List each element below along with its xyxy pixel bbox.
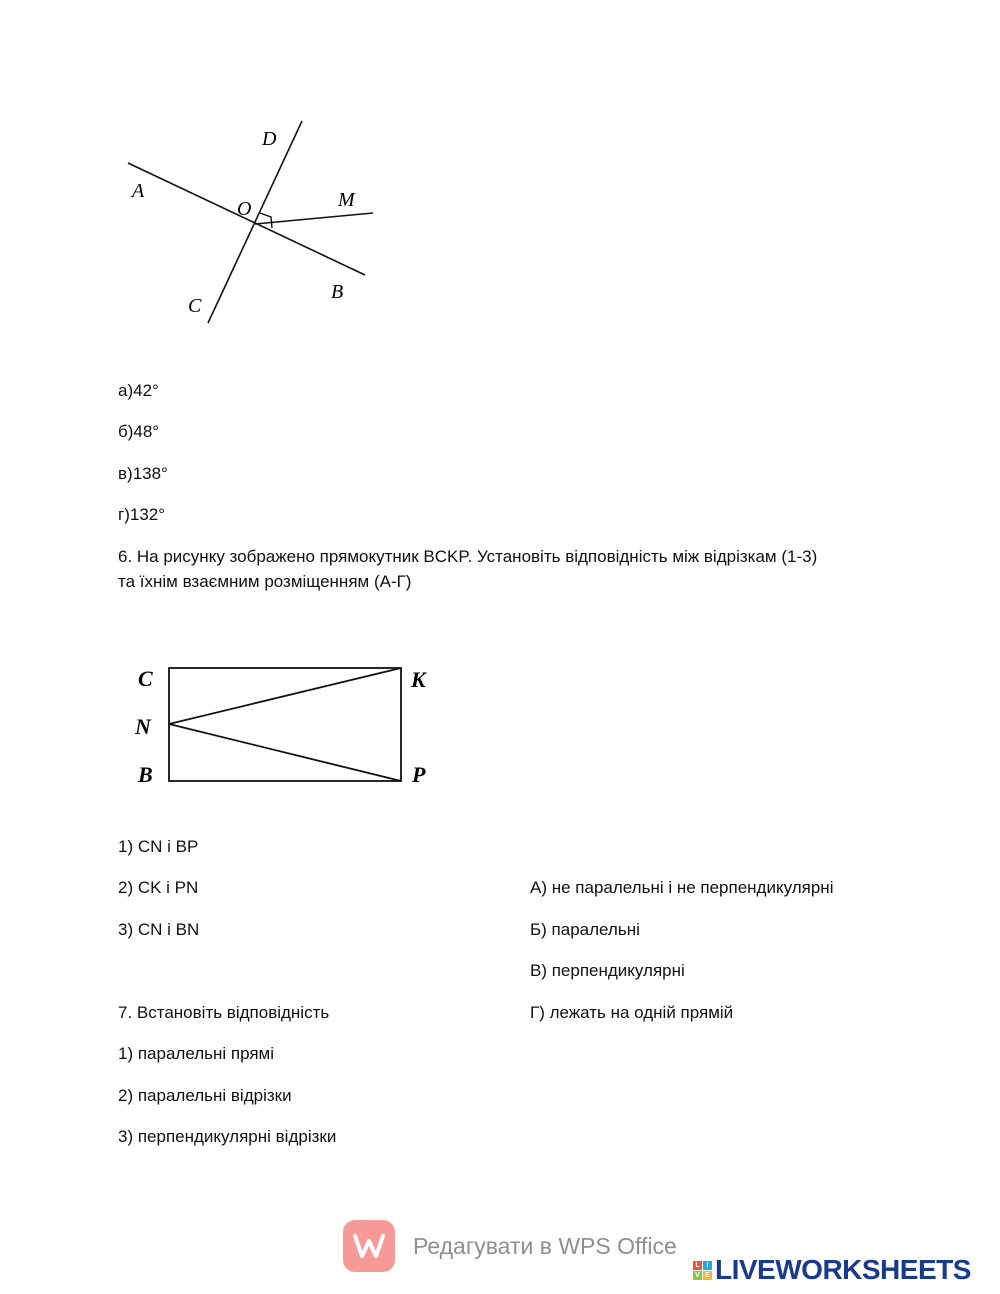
- segment-np: [169, 724, 401, 781]
- q7-item-2: 2) паралельні відрізки: [118, 1086, 292, 1105]
- label-a: A: [132, 180, 145, 202]
- label-d: D: [262, 128, 277, 150]
- label-n: N: [135, 714, 151, 739]
- grid-letter-l: L: [693, 1261, 702, 1270]
- label-p: P: [412, 762, 426, 787]
- q6-text-line2: та їхнім взаємним розміщенням (А-Г): [118, 572, 412, 591]
- segment-nk: [169, 668, 401, 724]
- q6-answer-g: Г) лежать на одній прямій: [530, 1003, 734, 1022]
- label-b: B: [331, 281, 344, 303]
- wps-edit-label[interactable]: Редагувати в WPS Office: [413, 1232, 677, 1259]
- q6-answer-b: Б) паралельні: [530, 920, 640, 939]
- label-b: B: [138, 762, 153, 787]
- liveworksheets-logo: [693, 1254, 971, 1286]
- q6-pair-1: 1) CN і BP: [118, 837, 199, 856]
- q6-pair-3: 3) CN і BN: [118, 920, 200, 939]
- q6-text-line1: 6. На рисунку зображено прямокутник BCKP. Установіть відповідність між відрізкам (1-3): [118, 547, 818, 566]
- label-o: O: [237, 198, 252, 220]
- rectangle-figure: [128, 655, 448, 795]
- angle-figure: [120, 115, 390, 335]
- option-v: в)138°: [118, 464, 168, 483]
- liveworksheets-grid-icon: [693, 1261, 712, 1280]
- ray-om: [255, 213, 373, 224]
- rectangle-bckp: [169, 668, 401, 781]
- label-k: K: [411, 667, 426, 692]
- q7-title: 7. Встановіть відповідність: [118, 1003, 330, 1022]
- label-c: C: [138, 666, 153, 691]
- grid-letter-e: E: [703, 1271, 712, 1280]
- q7-item-3: 3) перпендикулярні відрізки: [118, 1127, 337, 1146]
- q6-answer-a: А) не паралельні і не перпендикулярні: [530, 878, 834, 897]
- label-c: C: [188, 295, 202, 317]
- q6-answer-v: В) перпендикулярні: [530, 961, 685, 980]
- liveworksheets-brand: LIVEWORKSHEETS: [715, 1254, 971, 1285]
- option-a: а)42°: [118, 381, 159, 400]
- option-b: б)48°: [118, 422, 160, 441]
- wps-logo-icon: [343, 1220, 395, 1272]
- grid-letter-v: V: [693, 1271, 702, 1280]
- q6-pair-2: 2) CK і PN: [118, 878, 199, 897]
- wps-edit-banner[interactable]: [343, 1220, 677, 1272]
- grid-letter-i: I: [703, 1261, 712, 1270]
- q7-item-1: 1) паралельні прямі: [118, 1044, 275, 1063]
- line-cd: [208, 121, 302, 323]
- label-m: M: [338, 189, 355, 211]
- option-g: г)132°: [118, 505, 166, 524]
